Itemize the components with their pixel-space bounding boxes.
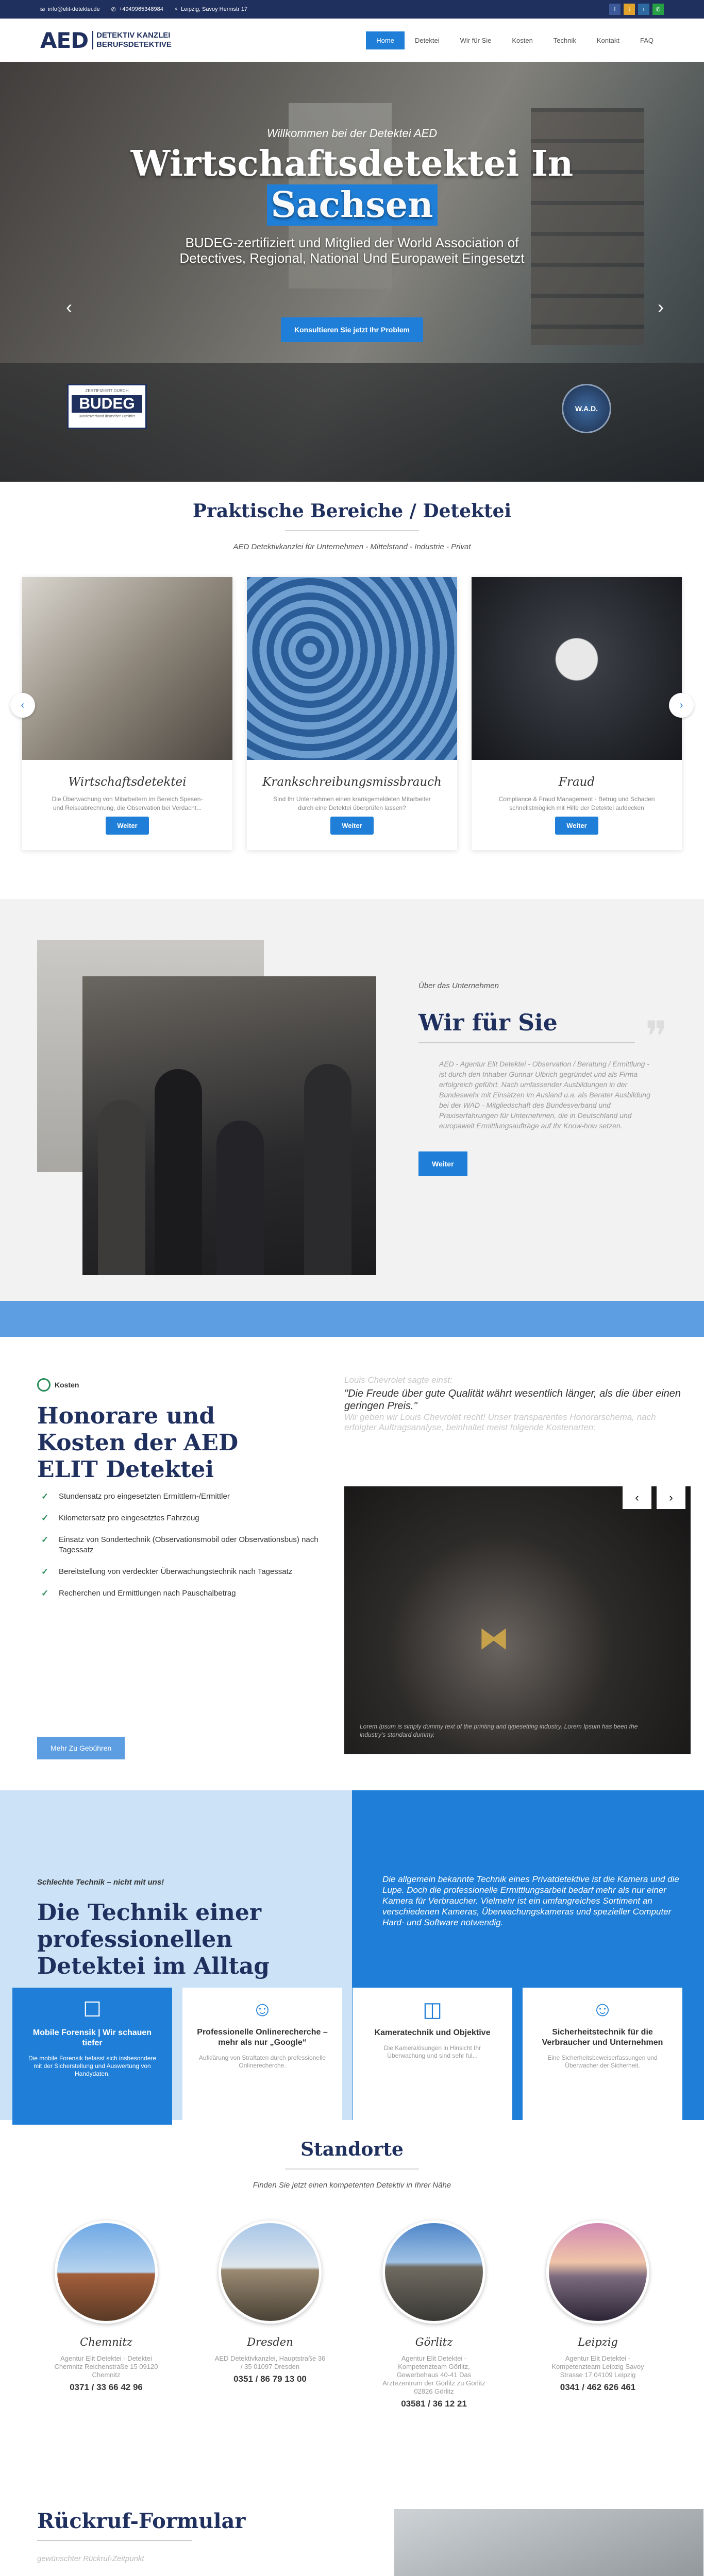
- kosten-item: ✓ Kilometersatz pro eingesetztes Fahrzeug: [37, 1513, 321, 1523]
- technik-card[interactable]: [523, 1988, 682, 2125]
- technik-kicker: Schlechte Technik – nicht mit uns!: [37, 1878, 164, 1887]
- technik-card-title: Kameratechnik und Objektive: [374, 2028, 491, 2037]
- about-text: AED - Agentur Elit Detektei - Observation / Beratung / Ermittlung - ist durch den Inhaber Gunnar Ulbrich gegründet und als Firma erfolgreich geführt. Nach umfassender Ausbildungen in der Bundeswehr mit Einsätzen im Ausland u.a. als Berater Ausbildung bei der WAD - Mitgliedschaft des Bundesverband und Praxiserfahrungen für Unternehmen, die in Deutschland und europaweit Ermittlungsaufträge auf Ihr Know-how setzen.: [439, 1060, 650, 1130]
- card-image: [472, 577, 682, 760]
- instagram-icon[interactable]: i: [638, 4, 649, 15]
- main-nav: [366, 31, 664, 49]
- bereiche-divider: [285, 530, 419, 531]
- technik-card-text: Die Kameralösungen in Hinsicht Ihr Überwachung und sind sehr ful...: [383, 2044, 481, 2059]
- about-section: [0, 899, 704, 1301]
- technik-card-title: Professionelle Onlinerecherche – mehr als nur „Google“: [197, 2028, 328, 2047]
- social-links: [609, 4, 664, 15]
- hero-title-line1: Wirtschaftsdetektei In: [130, 143, 574, 184]
- kosten-item: ✓ Recherchen und Ermittlungen nach Pauschalbetrag: [37, 1588, 321, 1599]
- technik-card-text: Aufklärung von Straftaten durch professionelle Onlinerecherche.: [198, 2054, 326, 2069]
- form-side-image: [394, 2509, 703, 2576]
- budeg-top: ZERTIFIZIERT DURCH: [85, 388, 129, 393]
- honorare-title: Honorare und Kosten der AED ELIT Detektei: [37, 1403, 239, 1483]
- card-text: Compliance & Fraud Management - Betrug und Schaden schnellstmöglich mit Hilfe der Detektei aufdecken: [498, 795, 655, 811]
- location-goerlitz: [367, 2221, 501, 2409]
- about-kicker: Über das Unternehmen: [418, 981, 499, 990]
- rueckruf-form-section: [0, 2483, 704, 2576]
- forensik-icon: ☐: [83, 1998, 102, 2021]
- location-chemnitz: [39, 2221, 173, 2409]
- hero-cta-button[interactable]: Konsultieren Sie jetzt Ihr Problem: [281, 317, 423, 342]
- technik-card[interactable]: [12, 1988, 172, 2125]
- card-krankschreibung: [247, 577, 457, 850]
- chevrolet-logo-icon: ⧓: [478, 1621, 509, 1655]
- gebuehren-button[interactable]: Mehr Zu Gebühren: [37, 1737, 125, 1759]
- technik-title: Die Technik einer professionellen Detektei im Alltag: [37, 1900, 270, 1979]
- technik-card-text: Eine Sicherheitsbeweiserfassungen und Überwacher der Sicherheit.: [547, 2054, 658, 2069]
- blue-band: [0, 1301, 704, 1337]
- logo[interactable]: [40, 28, 172, 53]
- slider-next-icon[interactable]: ›: [658, 296, 664, 317]
- bereiche-title: Praktische Bereiche / Detektei: [192, 500, 512, 522]
- technik-section: [0, 1790, 704, 2120]
- form-title: Rückruf-Formular: [37, 2509, 246, 2533]
- topbar-phone-text: +4949965348984: [119, 6, 163, 12]
- card-image: [247, 577, 457, 760]
- location-city: Görlitz: [415, 2336, 453, 2348]
- nav-wir-fuer-sie[interactable]: Wir für Sie: [460, 36, 492, 44]
- standorte-section: [0, 2120, 704, 2483]
- header: [0, 19, 704, 62]
- camera-icon: ◫: [423, 1998, 442, 2021]
- standorte-subtitle: Finden Sie jetzt einen kompetenten Detektiv in Ihrer Nähe: [253, 2181, 451, 2190]
- nav-kosten[interactable]: Kosten: [512, 36, 533, 44]
- card-button[interactable]: Weiter: [330, 817, 374, 835]
- bereiche-subtitle: AED Detektivkanzlei für Unternehmen - Mittelstand - Industrie - Privat: [233, 543, 471, 551]
- circle-icon: [37, 1378, 51, 1392]
- image-caption: Lorem Ipsum is simply dummy text of the printing and typesetting industry. Lorem Ipsum has been the industry's standard dummy.: [360, 1723, 638, 1738]
- technik-card[interactable]: [182, 1988, 342, 2125]
- location-image: [55, 2221, 158, 2324]
- card-image: [22, 577, 232, 760]
- carousel-next-icon[interactable]: ›: [669, 693, 694, 718]
- card-button[interactable]: Weiter: [106, 817, 149, 835]
- carousel-prev-icon[interactable]: ‹: [10, 693, 35, 718]
- form-divider: [37, 2540, 192, 2541]
- topbar-phone[interactable]: [111, 6, 163, 13]
- kosten-item: ✓ Bereitstellung von verdeckter Überwachungstechnik nach Tagessatz: [37, 1567, 321, 1577]
- nav-detektei[interactable]: Detektei: [414, 36, 440, 44]
- hero-kicker: Willkommen bei der Detektei AED: [266, 127, 438, 140]
- card-button[interactable]: Weiter: [555, 817, 598, 835]
- form-subtitle: gewünschter Rückruf-Zeitpunkt: [37, 2554, 144, 2563]
- card-title: Wirtschaftsdetektei: [68, 775, 187, 789]
- security-icon: ☺: [592, 1998, 613, 2021]
- kosten-item: ✓ Stundensatz pro eingesetzten Ermittlern-/Ermittler: [37, 1492, 321, 1502]
- location-dresden: [203, 2221, 337, 2409]
- location-address: AED Detektivkanzlei, Hauptstraße 36 / 35 01097 Dresden: [214, 2354, 326, 2370]
- nav-home[interactable]: Home: [366, 31, 405, 49]
- technik-card-title: Sicherheitstechnik für die Verbraucher und Unternehmen: [542, 2028, 663, 2047]
- budeg-logo: BUDEG: [72, 395, 142, 413]
- slider-prev-icon[interactable]: ‹: [66, 296, 72, 317]
- quote-body: Wir geben wir Louis Chevrolet recht! Unser transparentes Honorarschema, nach erfolgter Auftragsanalyse, beinhaltet meist folgende Kostenarten:: [344, 1412, 656, 1432]
- kosten-item: ✓ Einsatz von Sondertechnik (Observationsmobil oder Observationsbus) nach Tagessatz: [37, 1535, 321, 1555]
- twitter-icon[interactable]: t: [624, 4, 635, 15]
- kosten-list: [37, 1492, 321, 1610]
- location-image: [546, 2221, 649, 2324]
- location-phone[interactable]: 0351 / 86 79 13 00: [233, 2374, 307, 2384]
- chevrolet-quote: [344, 1375, 684, 1433]
- standorte-title: Standorte: [300, 2139, 404, 2160]
- locations-list: [0, 2221, 704, 2409]
- hero-description: BUDEG-zertifiziert und Mitglied der World Association of Detectives, Regional, National Und Europaweit Eingesetzt: [179, 235, 525, 266]
- location-phone[interactable]: 03581 / 36 12 21: [401, 2399, 467, 2409]
- card-wirtschaftsdetektei: [22, 577, 232, 850]
- photo-figure: [216, 1121, 264, 1275]
- facebook-icon[interactable]: f: [609, 4, 621, 15]
- location-city: Dresden: [247, 2336, 293, 2348]
- location-icon: ⌖: [174, 6, 178, 12]
- whatsapp-icon[interactable]: ✆: [652, 4, 664, 15]
- nav-faq[interactable]: FAQ: [640, 36, 653, 44]
- card-text: Sind Ihr Unternehmen einen krankgemeldeten Mitarbeiter durch eine Detektei überprüfen lassen?: [273, 795, 431, 811]
- logo-main: AED: [40, 27, 89, 53]
- budeg-bottom: Bundesverband deutscher Ermittler: [78, 415, 136, 418]
- technik-card[interactable]: [353, 1988, 512, 2125]
- location-address: Agentur Elit Detektei - Detektei Chemnitz Reichenstraße 15 09120 Chemnitz: [54, 2354, 158, 2379]
- bereiche-cards: [0, 577, 704, 850]
- logo-line2: BERUFSDETEKTIVE: [96, 40, 172, 49]
- standorte-divider: [285, 2168, 419, 2170]
- hero-slider: [0, 62, 704, 482]
- mail-icon: ✉: [40, 6, 45, 13]
- nav-technik[interactable]: Technik: [553, 36, 576, 44]
- location-city: Leipzig: [578, 2336, 618, 2348]
- hero-title-line2: Sachsen: [267, 184, 438, 226]
- nav-kontakt[interactable]: Kontakt: [596, 36, 619, 44]
- photo-figure: [304, 1064, 351, 1275]
- topbar-email[interactable]: [40, 6, 100, 13]
- technik-card-title: Mobile Forensik | Wir schauen tiefer: [32, 2028, 152, 2047]
- topbar-email-text: info@elit-detektei.de: [48, 6, 100, 12]
- about-text-block: [418, 981, 676, 1176]
- prev-icon[interactable]: ‹: [623, 1486, 651, 1509]
- image-nav: [623, 1486, 685, 1509]
- about-title: Wir für Sie: [418, 1010, 558, 1036]
- card-title: Krankschreibungsmissbrauch: [262, 775, 442, 789]
- location-image: [219, 2221, 322, 2324]
- online-research-icon: ☺: [252, 1998, 273, 2021]
- location-address: Agentur Elit Detektei - Kompetenzteam Leipzig Savoy Strasse 17 04109 Leipzig: [551, 2354, 644, 2379]
- card-text: Die Überwachung von Mitarbeitern im Bereich Spesen- und Reiseabrechnung, die Observation bei Verdacht...: [52, 795, 203, 811]
- logo-line1: DETEKTIV KANZLEI: [96, 31, 171, 40]
- photo-figure: [155, 1069, 202, 1275]
- hero-title-line2-wrap: [0, 184, 704, 226]
- card-title: Fraud: [558, 775, 595, 789]
- location-address: Agentur Elit Detektei - Kompetenzteam Görlitz, Gewerbehaus 40-41 Das Ärztezentrum der Görlitz zu Görlitz 02826 Görlitz: [382, 2354, 485, 2395]
- location-phone[interactable]: 0371 / 33 66 42 96: [70, 2382, 143, 2392]
- budeg-badge: [67, 384, 147, 429]
- wad-seal: W.A.D.: [562, 384, 611, 433]
- location-leipzig: [531, 2221, 665, 2409]
- technik-text: Die allgemein bekannte Technik eines Privatdetektive ist die Kamera und die Lupe. Doch die professionelle Ermittlungsarbeit bedarf mehr als nur einer Kamera für Verbraucher. Vielmehr ist ein umfangreiches Sortiment an verschiedenen Kameras, Überwachungskameras und spezieller Computer Hard- und Software notwendig.: [382, 1874, 679, 1927]
- honorare-section: [0, 1337, 704, 1790]
- quote-text: "Die Freude über gute Qualität währt wesentlich länger, als die über einen geringen Preis.": [344, 1388, 681, 1412]
- chevrolet-image: [344, 1486, 691, 1754]
- about-button[interactable]: Weiter: [418, 1151, 467, 1176]
- technik-cards: [12, 1988, 682, 2125]
- kosten-badge: [37, 1378, 79, 1392]
- topbar-address: [175, 6, 247, 13]
- hero-content: [0, 62, 704, 342]
- kosten-badge-text: Kosten: [55, 1381, 79, 1389]
- team-photo: [82, 976, 376, 1275]
- card-fraud: [472, 577, 682, 850]
- topbar: [0, 0, 704, 19]
- quote-icon: ❞: [645, 1012, 668, 1060]
- location-phone[interactable]: 0341 / 462 626 461: [560, 2382, 636, 2392]
- topbar-address-text: Leipzig, Savoy Hermstr 17: [181, 6, 248, 12]
- quote-author: Louis Chevrolet sagte einst:: [344, 1375, 452, 1385]
- location-city: Chemnitz: [80, 2336, 132, 2348]
- technik-card-text: Die mobile Forensik befasst sich insbesondere mit der Sicherstellung und Auswertung von Handydaten.: [28, 2055, 157, 2077]
- phone-icon: ✆: [111, 6, 116, 13]
- location-image: [382, 2221, 485, 2324]
- photo-figure: [98, 1100, 145, 1275]
- about-divider: [418, 1042, 635, 1043]
- bereiche-section: [0, 482, 704, 850]
- next-icon[interactable]: ›: [657, 1486, 685, 1509]
